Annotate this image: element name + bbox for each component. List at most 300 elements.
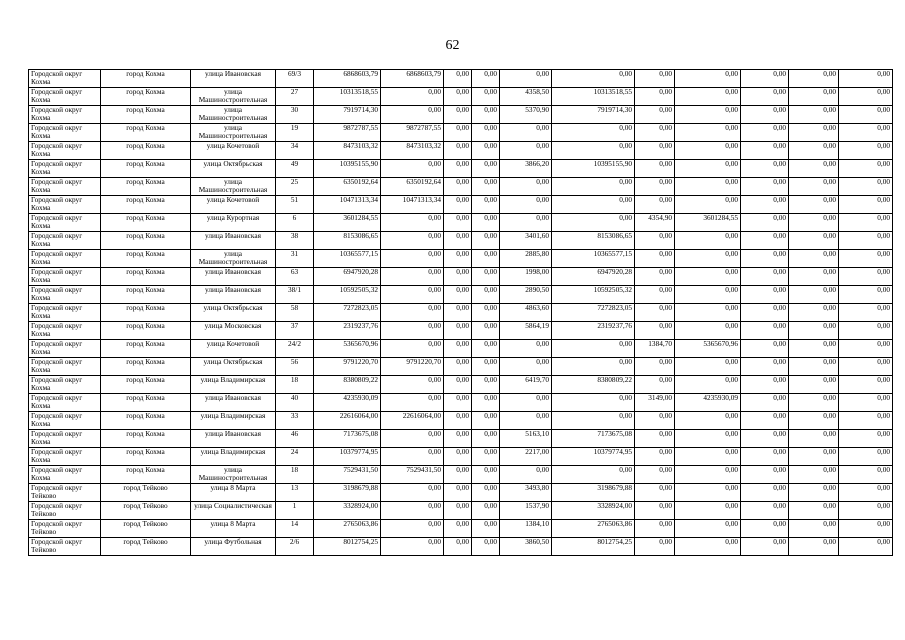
- value-cell: 0,00: [741, 484, 789, 502]
- house-number-cell: 38/1: [276, 286, 314, 304]
- municipality-cell: Городской округ Тейково: [29, 520, 101, 538]
- value-cell: 8473103,32: [381, 142, 444, 160]
- value-cell: 0,00: [444, 430, 472, 448]
- area-cell: 4354,90: [635, 214, 675, 232]
- total-cost-cell: 10365577,15: [314, 250, 381, 268]
- value-cell: 0,00: [675, 412, 741, 430]
- value-cell: 0,00: [381, 250, 444, 268]
- area-cell: 0,00: [500, 394, 552, 412]
- value-cell: 0,00: [675, 520, 741, 538]
- value-cell: 0,00: [741, 124, 789, 142]
- area-cell: 4863,60: [500, 304, 552, 322]
- value-cell: 0,00: [675, 142, 741, 160]
- value-cell: 0,00: [741, 70, 789, 88]
- value-cell: 0,00: [675, 124, 741, 142]
- value-cell: 0,00: [839, 88, 893, 106]
- value-cell: 0,00: [741, 322, 789, 340]
- area-cell: 1384,10: [500, 520, 552, 538]
- value-cell: 0,00: [839, 430, 893, 448]
- table-row: [29, 466, 893, 484]
- value-cell: 0,00: [839, 448, 893, 466]
- value-cell: 0,00: [789, 286, 839, 304]
- area-cell: 5864,19: [500, 322, 552, 340]
- settlement-cell: город Тейково: [101, 484, 191, 502]
- value-cell: 0,00: [741, 394, 789, 412]
- table-row: [29, 214, 893, 232]
- municipality-cell: Городской округ Кохма: [29, 70, 101, 88]
- value-cell: 0,00: [789, 106, 839, 124]
- area-cell: 0,00: [635, 232, 675, 250]
- value-cell: 0,00: [789, 340, 839, 358]
- value-cell: 0,00: [444, 340, 472, 358]
- house-number-cell: 2/6: [276, 538, 314, 556]
- area-cell: 1998,00: [500, 268, 552, 286]
- table-row: [29, 502, 893, 520]
- area-cell: 5163,10: [500, 430, 552, 448]
- page-number: 62: [445, 38, 460, 53]
- value-cell: 0,00: [444, 304, 472, 322]
- table-row: [29, 250, 893, 268]
- total-cost-cell: 10592505,32: [314, 286, 381, 304]
- municipality-cell: Городской округ Кохма: [29, 232, 101, 250]
- street-cell: улица Курортная: [191, 214, 276, 232]
- municipality-cell: Городской округ Кохма: [29, 466, 101, 484]
- value-cell: 0,00: [552, 412, 635, 430]
- area-cell: 2217,00: [500, 448, 552, 466]
- area-cell: 0,00: [635, 358, 675, 376]
- house-number-cell: 58: [276, 304, 314, 322]
- value-cell: 0,00: [789, 142, 839, 160]
- area-cell: 0,00: [500, 412, 552, 430]
- value-cell: 0,00: [472, 142, 500, 160]
- area-cell: 0,00: [500, 466, 552, 484]
- street-cell: улица Ивановская: [191, 232, 276, 250]
- value-cell: 0,00: [789, 520, 839, 538]
- area-cell: 0,00: [635, 520, 675, 538]
- value-cell: 0,00: [675, 358, 741, 376]
- municipality-cell: Городской округ Кохма: [29, 250, 101, 268]
- area-cell: 0,00: [635, 466, 675, 484]
- value-cell: 10471313,34: [381, 196, 444, 214]
- settlement-cell: город Кохма: [101, 70, 191, 88]
- value-cell: 0,00: [552, 214, 635, 232]
- value-cell: 0,00: [675, 538, 741, 556]
- value-cell: 0,00: [552, 70, 635, 88]
- value-cell: 9872787,55: [381, 124, 444, 142]
- table-row: [29, 304, 893, 322]
- table-row: [29, 286, 893, 304]
- value-cell: 0,00: [741, 232, 789, 250]
- street-cell: улица Владимирская: [191, 448, 276, 466]
- value-cell: 0,00: [741, 340, 789, 358]
- settlement-cell: город Кохма: [101, 448, 191, 466]
- value-cell: 0,00: [381, 430, 444, 448]
- value-cell: 0,00: [444, 394, 472, 412]
- value-cell: 0,00: [789, 484, 839, 502]
- value-cell: 0,00: [675, 178, 741, 196]
- value-cell: 0,00: [839, 214, 893, 232]
- settlement-cell: город Тейково: [101, 520, 191, 538]
- data-table: [28, 69, 893, 556]
- value-cell: 0,00: [472, 196, 500, 214]
- total-cost-cell: 8473103,32: [314, 142, 381, 160]
- value-cell: 0,00: [789, 376, 839, 394]
- settlement-cell: город Кохма: [101, 412, 191, 430]
- area-cell: 0,00: [500, 196, 552, 214]
- settlement-cell: город Кохма: [101, 358, 191, 376]
- street-cell: улица Ивановская: [191, 286, 276, 304]
- area-cell: 2885,80: [500, 250, 552, 268]
- value-cell: 10313518,55: [552, 88, 635, 106]
- value-cell: 0,00: [789, 448, 839, 466]
- table-row: [29, 394, 893, 412]
- area-cell: 0,00: [635, 502, 675, 520]
- value-cell: 0,00: [741, 430, 789, 448]
- total-cost-cell: 7919714,30: [314, 106, 381, 124]
- total-cost-cell: 22616064,00: [314, 412, 381, 430]
- house-number-cell: 24: [276, 448, 314, 466]
- value-cell: 0,00: [789, 160, 839, 178]
- value-cell: 3198679,88: [552, 484, 635, 502]
- value-cell: 0,00: [444, 376, 472, 394]
- value-cell: 3328924,00: [552, 502, 635, 520]
- settlement-cell: город Кохма: [101, 340, 191, 358]
- house-number-cell: 31: [276, 250, 314, 268]
- settlement-cell: город Кохма: [101, 232, 191, 250]
- value-cell: 0,00: [444, 538, 472, 556]
- total-cost-cell: 10313518,55: [314, 88, 381, 106]
- house-number-cell: 18: [276, 466, 314, 484]
- street-cell: улица Кочетовой: [191, 196, 276, 214]
- municipality-cell: Городской округ Тейково: [29, 502, 101, 520]
- value-cell: 7173675,08: [552, 430, 635, 448]
- value-cell: 0,00: [444, 178, 472, 196]
- value-cell: 0,00: [675, 466, 741, 484]
- municipality-cell: Городской округ Кохма: [29, 394, 101, 412]
- value-cell: 0,00: [741, 286, 789, 304]
- area-cell: 0,00: [635, 484, 675, 502]
- area-cell: 0,00: [635, 142, 675, 160]
- value-cell: 0,00: [675, 106, 741, 124]
- value-cell: 0,00: [675, 88, 741, 106]
- house-number-cell: 63: [276, 268, 314, 286]
- value-cell: 3601284,55: [675, 214, 741, 232]
- value-cell: 0,00: [741, 502, 789, 520]
- value-cell: 0,00: [741, 88, 789, 106]
- value-cell: 0,00: [381, 448, 444, 466]
- value-cell: 0,00: [839, 412, 893, 430]
- area-cell: 0,00: [635, 322, 675, 340]
- table-row: [29, 358, 893, 376]
- value-cell: 0,00: [789, 232, 839, 250]
- value-cell: 0,00: [839, 484, 893, 502]
- total-cost-cell: 7173675,08: [314, 430, 381, 448]
- value-cell: 0,00: [444, 250, 472, 268]
- value-cell: 6947920,28: [552, 268, 635, 286]
- value-cell: 0,00: [472, 484, 500, 502]
- value-cell: 0,00: [444, 70, 472, 88]
- value-cell: 0,00: [552, 178, 635, 196]
- value-cell: 0,00: [444, 412, 472, 430]
- house-number-cell: 30: [276, 106, 314, 124]
- municipality-cell: Городской округ Кохма: [29, 358, 101, 376]
- value-cell: 0,00: [741, 520, 789, 538]
- value-cell: 0,00: [741, 214, 789, 232]
- municipality-cell: Городской округ Тейково: [29, 538, 101, 556]
- value-cell: 0,00: [552, 394, 635, 412]
- municipality-cell: Городской округ Кохма: [29, 448, 101, 466]
- table-row: [29, 232, 893, 250]
- value-cell: 0,00: [839, 286, 893, 304]
- total-cost-cell: 7272823,05: [314, 304, 381, 322]
- municipality-cell: Городской округ Кохма: [29, 376, 101, 394]
- value-cell: 0,00: [675, 286, 741, 304]
- value-cell: 0,00: [552, 142, 635, 160]
- value-cell: 0,00: [472, 232, 500, 250]
- value-cell: 0,00: [675, 484, 741, 502]
- value-cell: 0,00: [789, 250, 839, 268]
- value-cell: 0,00: [472, 466, 500, 484]
- area-cell: 1537,90: [500, 502, 552, 520]
- value-cell: 22616064,00: [381, 412, 444, 430]
- value-cell: 8153086,65: [552, 232, 635, 250]
- value-cell: 7919714,30: [552, 106, 635, 124]
- house-number-cell: 49: [276, 160, 314, 178]
- value-cell: 10395155,90: [552, 160, 635, 178]
- table-row: [29, 448, 893, 466]
- table-row: [29, 538, 893, 556]
- street-cell: улица Октябрьская: [191, 304, 276, 322]
- area-cell: 0,00: [635, 538, 675, 556]
- value-cell: 0,00: [741, 196, 789, 214]
- street-cell: улица Футбольная: [191, 538, 276, 556]
- value-cell: 0,00: [741, 376, 789, 394]
- table-row: [29, 340, 893, 358]
- value-cell: 0,00: [789, 466, 839, 484]
- value-cell: 2765063,86: [552, 520, 635, 538]
- settlement-cell: город Кохма: [101, 88, 191, 106]
- street-cell: улица Машиностроительная: [191, 106, 276, 124]
- value-cell: 6350192,64: [381, 178, 444, 196]
- total-cost-cell: 6947920,28: [314, 268, 381, 286]
- value-cell: 0,00: [789, 412, 839, 430]
- table-row: [29, 106, 893, 124]
- value-cell: 0,00: [789, 178, 839, 196]
- value-cell: 0,00: [839, 304, 893, 322]
- value-cell: 0,00: [789, 304, 839, 322]
- value-cell: 0,00: [444, 160, 472, 178]
- value-cell: 0,00: [839, 268, 893, 286]
- value-cell: 0,00: [472, 358, 500, 376]
- table-row: [29, 178, 893, 196]
- street-cell: улица Машиностроительная: [191, 88, 276, 106]
- value-cell: 5365670,96: [675, 340, 741, 358]
- total-cost-cell: 6350192,64: [314, 178, 381, 196]
- municipality-cell: Городской округ Кохма: [29, 124, 101, 142]
- street-cell: улица Ивановская: [191, 70, 276, 88]
- table-row: [29, 430, 893, 448]
- value-cell: 0,00: [444, 214, 472, 232]
- value-cell: 0,00: [839, 502, 893, 520]
- area-cell: 0,00: [635, 286, 675, 304]
- value-cell: 0,00: [472, 340, 500, 358]
- value-cell: 0,00: [444, 232, 472, 250]
- value-cell: 0,00: [839, 538, 893, 556]
- municipality-cell: Городской округ Кохма: [29, 430, 101, 448]
- value-cell: 0,00: [472, 394, 500, 412]
- value-cell: 0,00: [741, 106, 789, 124]
- house-number-cell: 37: [276, 322, 314, 340]
- value-cell: 0,00: [552, 124, 635, 142]
- value-cell: 0,00: [381, 538, 444, 556]
- total-cost-cell: 9872787,55: [314, 124, 381, 142]
- table-row: [29, 520, 893, 538]
- table-body: [29, 70, 893, 556]
- value-cell: 0,00: [381, 232, 444, 250]
- house-number-cell: 51: [276, 196, 314, 214]
- area-cell: 3401,60: [500, 232, 552, 250]
- value-cell: 0,00: [381, 376, 444, 394]
- area-cell: 0,00: [500, 214, 552, 232]
- value-cell: 0,00: [472, 538, 500, 556]
- area-cell: 0,00: [635, 160, 675, 178]
- total-cost-cell: 3601284,55: [314, 214, 381, 232]
- settlement-cell: город Кохма: [101, 214, 191, 232]
- table-row: [29, 196, 893, 214]
- area-cell: 6419,70: [500, 376, 552, 394]
- value-cell: 0,00: [789, 88, 839, 106]
- value-cell: 0,00: [472, 286, 500, 304]
- value-cell: 0,00: [381, 268, 444, 286]
- house-number-cell: 34: [276, 142, 314, 160]
- value-cell: 0,00: [444, 88, 472, 106]
- value-cell: 0,00: [741, 304, 789, 322]
- table-row: [29, 124, 893, 142]
- municipality-cell: Городской округ Кохма: [29, 160, 101, 178]
- value-cell: 0,00: [675, 232, 741, 250]
- settlement-cell: город Тейково: [101, 502, 191, 520]
- value-cell: 0,00: [789, 322, 839, 340]
- value-cell: 0,00: [472, 412, 500, 430]
- value-cell: 0,00: [789, 124, 839, 142]
- value-cell: 0,00: [444, 466, 472, 484]
- value-cell: 0,00: [839, 520, 893, 538]
- settlement-cell: город Кохма: [101, 268, 191, 286]
- value-cell: 0,00: [839, 250, 893, 268]
- value-cell: 0,00: [789, 214, 839, 232]
- value-cell: 0,00: [381, 520, 444, 538]
- area-cell: 0,00: [635, 70, 675, 88]
- area-cell: 0,00: [635, 376, 675, 394]
- street-cell: улица Машиностроительная: [191, 466, 276, 484]
- area-cell: 0,00: [635, 268, 675, 286]
- value-cell: 0,00: [444, 484, 472, 502]
- value-cell: 0,00: [444, 322, 472, 340]
- area-cell: 0,00: [500, 358, 552, 376]
- value-cell: 10592505,32: [552, 286, 635, 304]
- value-cell: 0,00: [789, 538, 839, 556]
- value-cell: 0,00: [741, 160, 789, 178]
- value-cell: 0,00: [381, 88, 444, 106]
- value-cell: 0,00: [444, 286, 472, 304]
- area-cell: 0,00: [500, 142, 552, 160]
- house-number-cell: 6: [276, 214, 314, 232]
- value-cell: 0,00: [839, 232, 893, 250]
- settlement-cell: город Кохма: [101, 394, 191, 412]
- house-number-cell: 56: [276, 358, 314, 376]
- area-cell: 3866,20: [500, 160, 552, 178]
- value-cell: 0,00: [839, 196, 893, 214]
- street-cell: улица 8 Марта: [191, 520, 276, 538]
- municipality-cell: Городской округ Кохма: [29, 106, 101, 124]
- settlement-cell: город Тейково: [101, 538, 191, 556]
- total-cost-cell: 2319237,76: [314, 322, 381, 340]
- value-cell: 10365577,15: [552, 250, 635, 268]
- value-cell: 0,00: [839, 160, 893, 178]
- value-cell: 0,00: [839, 178, 893, 196]
- house-number-cell: 14: [276, 520, 314, 538]
- value-cell: 0,00: [675, 304, 741, 322]
- value-cell: 0,00: [381, 286, 444, 304]
- area-cell: 0,00: [635, 178, 675, 196]
- house-number-cell: 19: [276, 124, 314, 142]
- value-cell: 0,00: [789, 394, 839, 412]
- house-number-cell: 40: [276, 394, 314, 412]
- value-cell: 0,00: [472, 160, 500, 178]
- total-cost-cell: 3328924,00: [314, 502, 381, 520]
- total-cost-cell: 10471313,34: [314, 196, 381, 214]
- value-cell: 0,00: [381, 160, 444, 178]
- value-cell: 0,00: [444, 268, 472, 286]
- area-cell: 0,00: [635, 196, 675, 214]
- value-cell: 0,00: [472, 304, 500, 322]
- value-cell: 0,00: [444, 106, 472, 124]
- settlement-cell: город Кохма: [101, 322, 191, 340]
- area-cell: 2890,50: [500, 286, 552, 304]
- value-cell: 0,00: [741, 466, 789, 484]
- settlement-cell: город Кохма: [101, 160, 191, 178]
- value-cell: 0,00: [472, 106, 500, 124]
- street-cell: улица 8 Марта: [191, 484, 276, 502]
- municipality-cell: Городской округ Кохма: [29, 88, 101, 106]
- street-cell: улица Машиностроительная: [191, 178, 276, 196]
- house-number-cell: 33: [276, 412, 314, 430]
- total-cost-cell: 7529431,50: [314, 466, 381, 484]
- value-cell: 0,00: [381, 214, 444, 232]
- total-cost-cell: 6868603,79: [314, 70, 381, 88]
- value-cell: 0,00: [381, 322, 444, 340]
- value-cell: 0,00: [741, 358, 789, 376]
- area-cell: 0,00: [500, 340, 552, 358]
- value-cell: 0,00: [552, 466, 635, 484]
- area-cell: 4358,50: [500, 88, 552, 106]
- municipality-cell: Городской округ Кохма: [29, 178, 101, 196]
- street-cell: улица Кочетовой: [191, 142, 276, 160]
- value-cell: 0,00: [444, 358, 472, 376]
- value-cell: 0,00: [444, 196, 472, 214]
- street-cell: улица Владимирская: [191, 376, 276, 394]
- value-cell: 0,00: [552, 358, 635, 376]
- house-number-cell: 1: [276, 502, 314, 520]
- table-row: [29, 322, 893, 340]
- total-cost-cell: 2765063,86: [314, 520, 381, 538]
- value-cell: 2319237,76: [552, 322, 635, 340]
- value-cell: 0,00: [472, 214, 500, 232]
- municipality-cell: Городской округ Кохма: [29, 322, 101, 340]
- street-cell: улица Социалистическая: [191, 502, 276, 520]
- value-cell: 0,00: [839, 358, 893, 376]
- value-cell: 0,00: [472, 520, 500, 538]
